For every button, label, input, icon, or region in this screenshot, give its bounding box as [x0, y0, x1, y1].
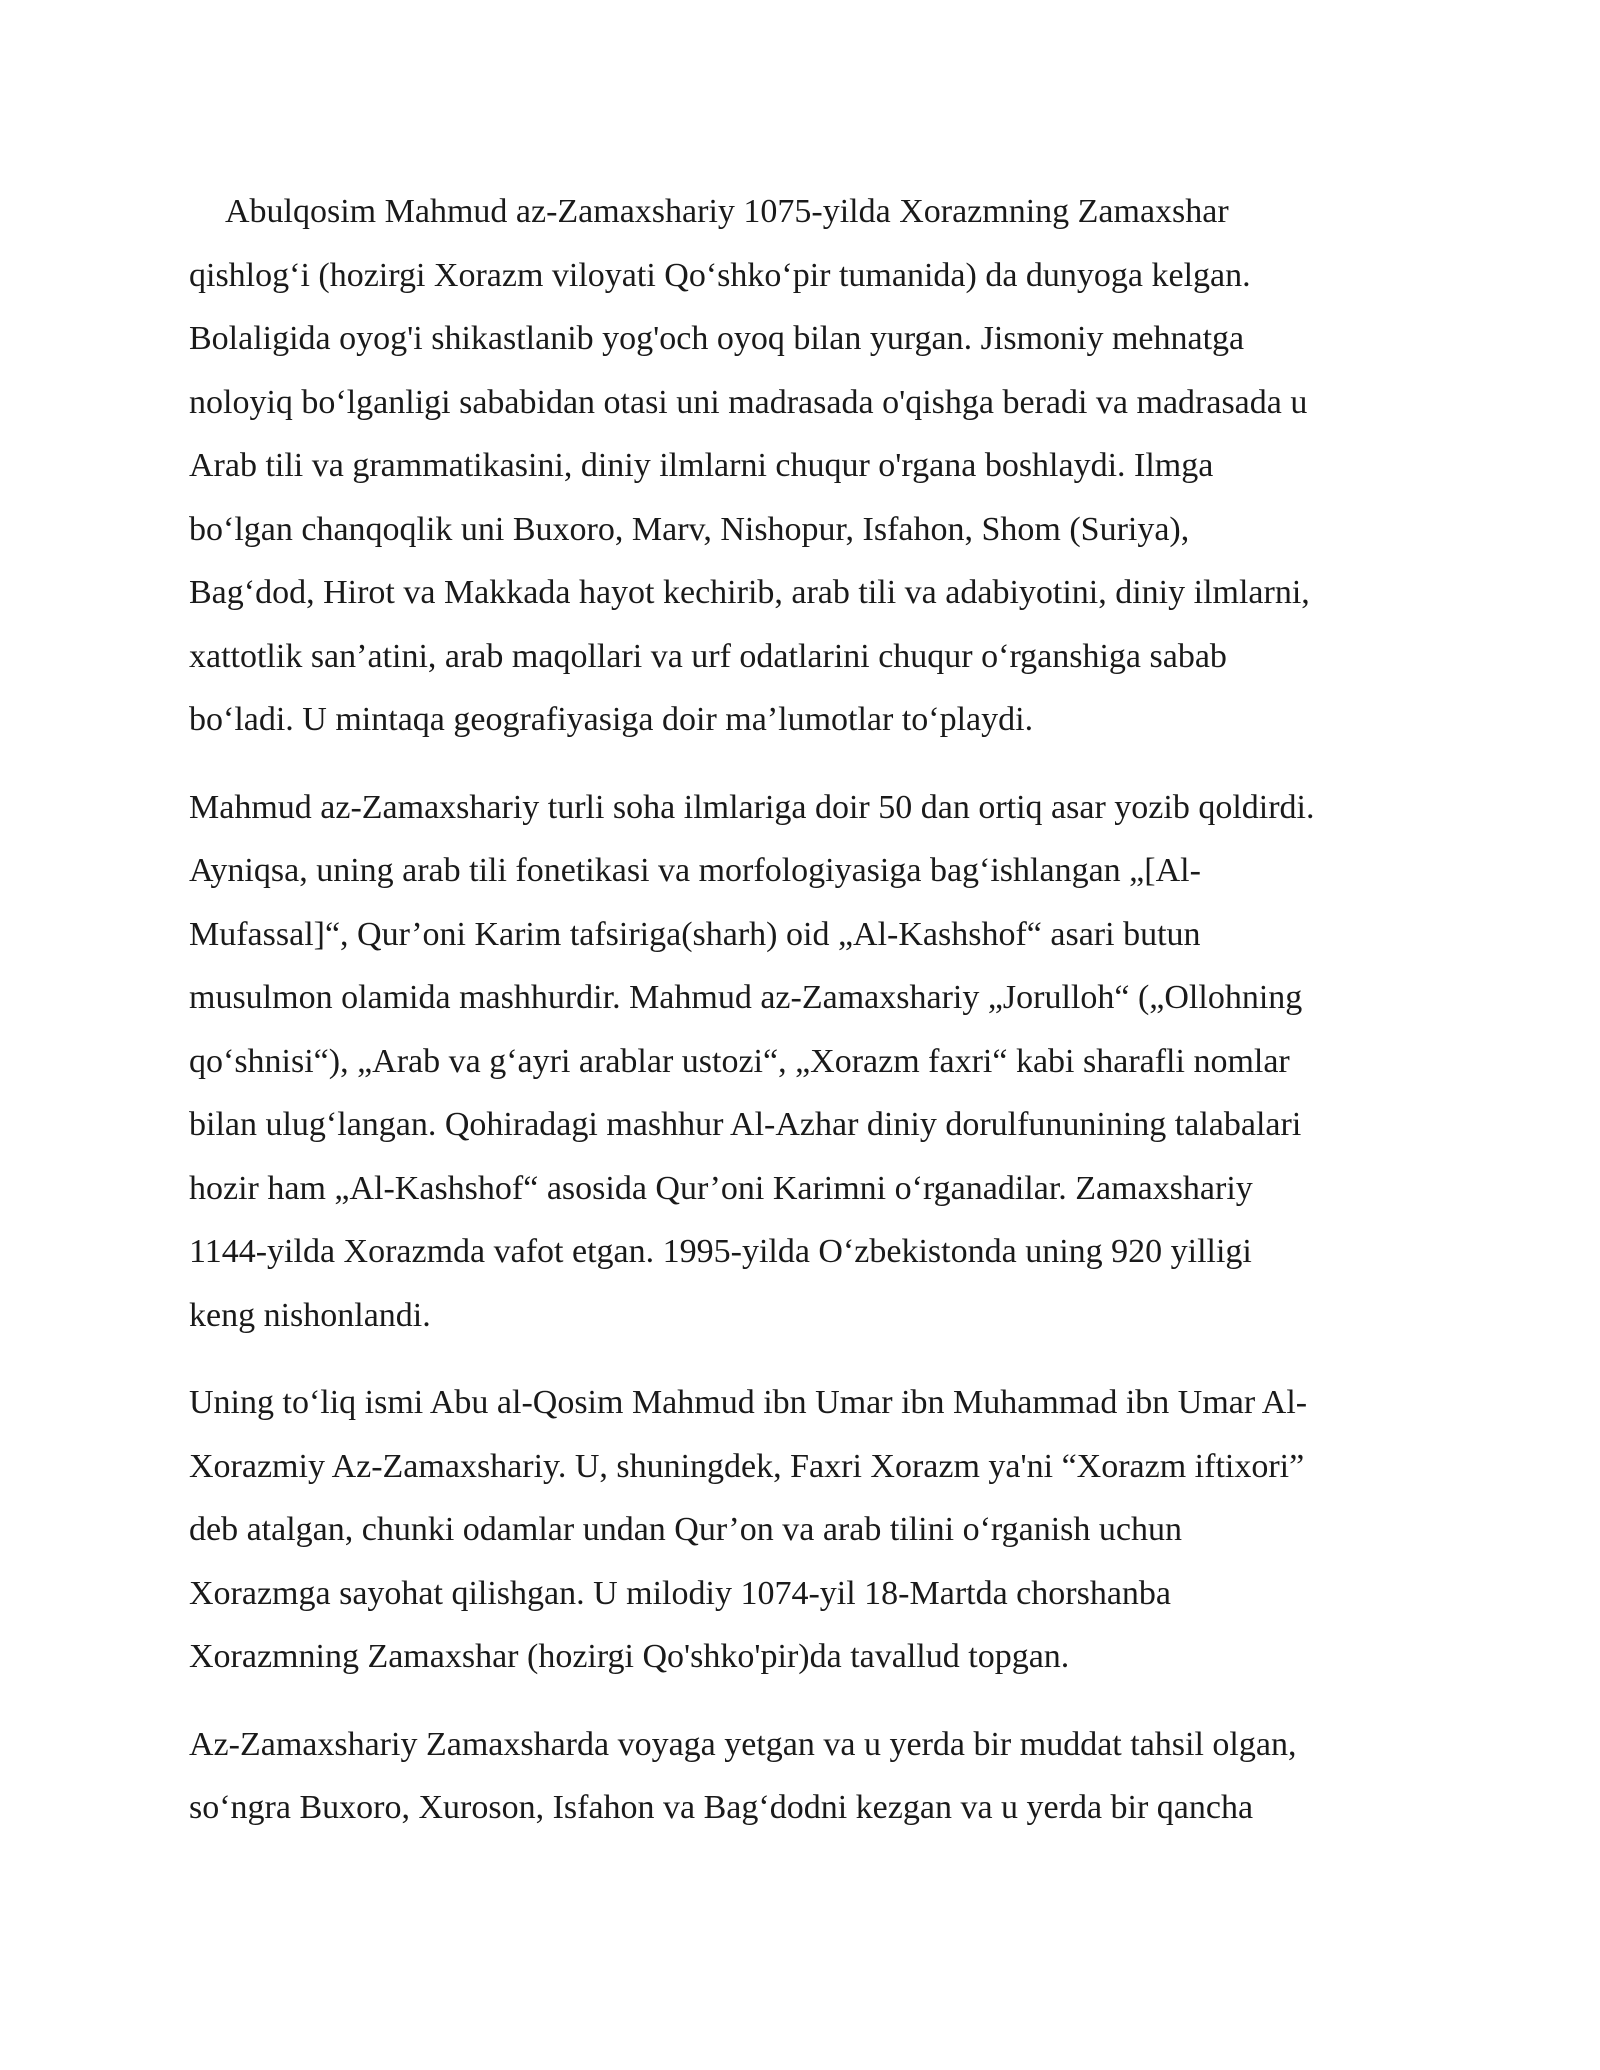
paragraph-1 [189, 180, 1409, 752]
paragraph-3 [189, 1371, 1409, 1689]
document-body [189, 180, 1409, 1864]
text-line: musulmon olamida mashhurdir. Mahmud az-Zamaxshariy „Jorulloh“ („Ollohning [189, 979, 1303, 1016]
text-line: bo‘lgan chanqoqlik uni Buxoro, Marv, Nishopur, Isfahon, Shom (Suriya), [189, 510, 1190, 548]
text-line: bo‘ladi. U mintaqa geografiyasiga doir ma’lumotlar to‘playdi. [189, 701, 1034, 738]
text-line: Mufassal]“, Qur’oni Karim tafsiriga(sharh) oid „Al-Kashshof“ asari butun [189, 915, 1201, 953]
text-line: qishlog‘i (hozirgi Xorazm viloyati Qo‘shko‘pir tumanida) da dunyoga kelgan. [189, 256, 1251, 294]
text-line: hozir ham „Al-Kashshof“ asosida Qur’oni Karimni o‘rganadilar. Zamaxshariy [189, 1169, 1253, 1207]
text-line: Xorazmning Zamaxshar (hozirgi Qo'shko'pir)da tavallud topgan. [189, 1638, 1070, 1675]
text-line: Mahmud az-Zamaxshariy turli soha ilmlariga doir 50 dan ortiq asar yozib qoldirdi. [189, 788, 1315, 826]
text-line: so‘ngra Buxoro, Xuroson, Isfahon va Bag‘dodni kezgan va u yerda bir qancha [189, 1789, 1254, 1826]
text-line: Ayniqsa, uning arab tili fonetikasi va morfologiyasiga bag‘ishlangan „[Al- [189, 852, 1201, 889]
paragraph-4 [189, 1713, 1409, 1840]
text-line: qo‘shnisi“), „Arab va g‘ayri arablar ustozi“, „Xorazm faxri“ kabi sharafli nomlar [189, 1042, 1290, 1080]
text-line: Uning to‘liq ismi Abu al-Qosim Mahmud ibn Umar ibn Muhammad ibn Umar Al- [189, 1384, 1308, 1421]
text-line: noloyiq bo‘lganligi sababidan otasi uni madrasada o'qishga beradi va madrasada u [189, 383, 1308, 421]
text-line: deb atalgan, chunki odamlar undan Qur’on va arab tilini o‘rganish uchun [189, 1511, 1182, 1548]
text-line: Xorazmiy Az-Zamaxshariy. U, shuningdek, Faxri Xorazm ya'ni “Xorazm iftixori” [189, 1447, 1305, 1485]
text-line: xattotlik san’atini, arab maqollari va urf odatlarini chuqur o‘rganshiga sabab [189, 637, 1227, 675]
text-line: keng nishonlandi. [189, 1296, 431, 1334]
text-line: Bolaligida oyog'i shikastlanib yog'och oyoq bilan yurgan. Jismoniy mehnatga [189, 320, 1245, 357]
text-line: 1144-yilda Xorazmda vafot etgan. 1995-yilda O‘zbekistonda uning 920 yilligi [189, 1233, 1252, 1270]
text-line: Arab tili va grammatikasini, diniy ilmlarni chuqur o'rgana boshlaydi. Ilmga [189, 447, 1214, 484]
text-line: Abulqosim Mahmud az-Zamaxshariy 1075-yilda Xorazmning Zamaxshar [225, 193, 1229, 230]
paragraph-2 [189, 776, 1409, 1348]
text-line: bilan ulug‘langan. Qohiradagi mashhur Al-Azhar diniy dorulfununining talabalari [189, 1106, 1302, 1143]
text-line: Xorazmga sayohat qilishgan. U milodiy 1074-yil 18-Martda chorshanba [189, 1574, 1171, 1612]
text-line: Az-Zamaxshariy Zamaxsharda voyaga yetgan va u yerda bir muddat tahsil olgan, [189, 1725, 1297, 1763]
text-line: Bag‘dod, Hirot va Makkada hayot kechirib, arab tili va adabiyotini, diniy ilmlarni, [189, 574, 1310, 611]
